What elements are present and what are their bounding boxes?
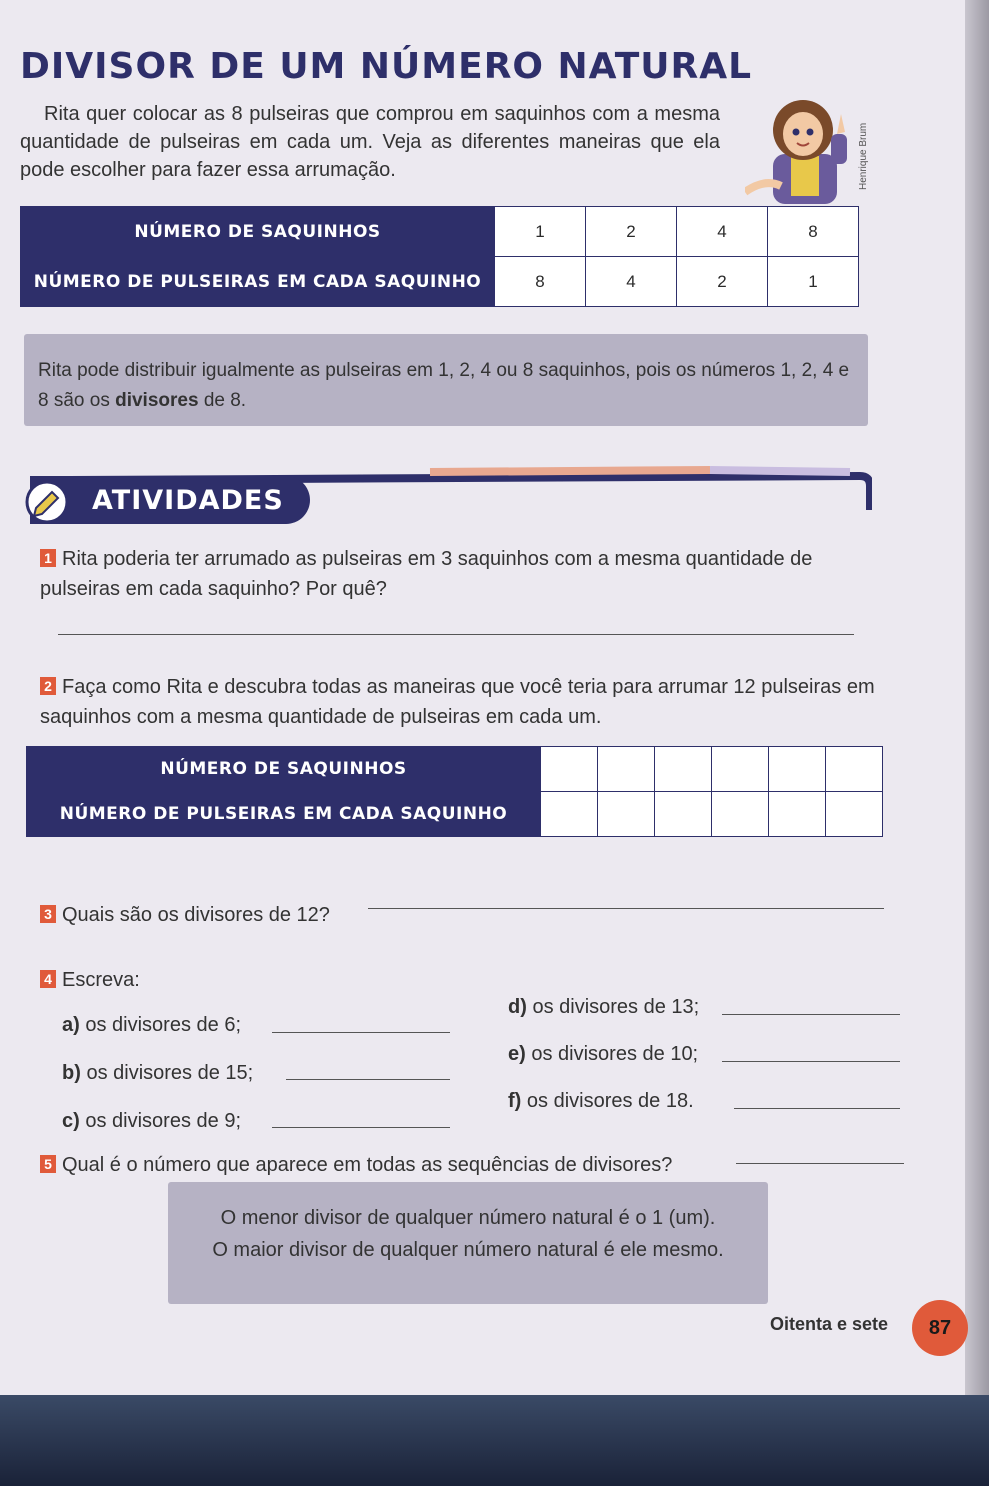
answer-cell[interactable] <box>541 792 598 837</box>
page-number-badge: 87 <box>912 1300 968 1356</box>
question-text: Qual é o número que aparece em todas as sequências de divisores? <box>62 1154 673 1176</box>
item-a <box>62 1010 241 1040</box>
question-2 <box>40 672 890 732</box>
answer-cell[interactable] <box>826 792 883 837</box>
answer-line-a[interactable] <box>272 1032 450 1033</box>
intro-paragraph <box>20 100 720 184</box>
item-text: os divisores de 15; <box>86 1062 254 1084</box>
page-number-words: Oitenta e sete <box>770 1314 889 1334</box>
item-b <box>62 1058 253 1088</box>
table-cell: 8 <box>768 207 859 257</box>
divisor-tip-box <box>168 1182 768 1304</box>
note-text: Rita pode distribuir igualmente as pulseiras em 1, 2, 4 ou 8 saquinhos, pois os números 1, 2, 4 e 8 são os <box>38 360 850 411</box>
item-c <box>62 1106 241 1136</box>
note-text-end: de 8. <box>198 390 247 411</box>
table-cell: 4 <box>586 257 677 307</box>
tip-line: O maior divisor de qualquer número natural é ele mesmo. <box>212 1239 724 1261</box>
bracelets-table <box>20 206 859 307</box>
question-3 <box>40 900 330 930</box>
question-number: 5 <box>40 1155 56 1173</box>
item-text: os divisores de 9; <box>85 1110 241 1132</box>
item-text: os divisores de 18. <box>526 1090 694 1112</box>
item-text: os divisores de 10; <box>531 1043 699 1065</box>
page-title: DIVISOR DE UM NÚMERO NATURAL <box>20 46 753 87</box>
answer-cell[interactable] <box>769 747 826 792</box>
question-number: 1 <box>40 549 56 567</box>
question-1 <box>40 544 890 604</box>
item-text: os divisores de 13; <box>532 996 700 1018</box>
answer-line-q5[interactable] <box>736 1163 904 1164</box>
answer-line-q1[interactable] <box>58 634 854 635</box>
intro-text: Rita quer colocar as 8 pulseiras que comprou em saquinhos com a mesma quantidade de pulseiras em cada um. Veja as diferentes maneiras que ela pode escolher para fazer essa arrumação. <box>20 103 720 181</box>
answer-cell[interactable] <box>598 747 655 792</box>
answer-line-b[interactable] <box>286 1079 450 1080</box>
question-number: 4 <box>40 970 56 988</box>
question-text: Quais são os divisores de 12? <box>62 904 330 926</box>
tip-line: O menor divisor de qualquer número natural é o 1 (um). <box>220 1207 716 1229</box>
question-5 <box>40 1150 672 1180</box>
table-cell: 2 <box>586 207 677 257</box>
item-text: os divisores de 6; <box>85 1014 241 1036</box>
illustration-credit: Henrique Brum <box>858 122 869 190</box>
answer-line-e[interactable] <box>722 1061 900 1062</box>
item-f <box>508 1086 694 1116</box>
answer-line-q3[interactable] <box>368 908 884 909</box>
answer-cell[interactable] <box>712 747 769 792</box>
question-text: Faça como Rita e descubra todas as maneiras que você teria para arrumar 12 pulseiras em saquinhos com a mesma quantidade de pulseiras em cada um. <box>40 676 875 728</box>
answer-cell[interactable] <box>712 792 769 837</box>
twelve-bracelets-table <box>26 746 883 837</box>
answer-cell[interactable] <box>826 747 883 792</box>
row-label-bags: NÚMERO DE SAQUINHOS <box>27 747 541 792</box>
item-d <box>508 992 699 1022</box>
answer-cell[interactable] <box>598 792 655 837</box>
background-surface <box>0 1395 989 1486</box>
table-cell: 1 <box>768 257 859 307</box>
table-cell: 2 <box>677 257 768 307</box>
question-text: Escreva: <box>62 969 140 991</box>
girl-illustration <box>745 96 863 204</box>
item-letter: c) <box>62 1110 80 1132</box>
item-letter: d) <box>508 996 527 1018</box>
question-number: 3 <box>40 905 56 923</box>
answer-line-c[interactable] <box>272 1127 450 1128</box>
question-text: Rita poderia ter arrumado as pulseiras em 3 saquinhos com a mesma quantidade de pulseiras em cada saquinho? Por quê? <box>40 548 813 600</box>
answer-line-d[interactable] <box>722 1014 900 1015</box>
row-label-bracelets-per-bag: NÚMERO DE PULSEIRAS EM CADA SAQUINHO <box>21 257 495 307</box>
table-cell: 1 <box>495 207 586 257</box>
row-label-bags: NÚMERO DE SAQUINHOS <box>21 207 495 257</box>
item-letter: f) <box>508 1090 522 1112</box>
item-letter: a) <box>62 1014 80 1036</box>
question-number: 2 <box>40 677 56 695</box>
activities-title: ATIVIDADES <box>92 485 284 516</box>
question-4 <box>40 965 140 995</box>
pencil-icon <box>22 480 72 524</box>
answer-cell[interactable] <box>541 747 598 792</box>
table-cell: 4 <box>677 207 768 257</box>
answer-line-f[interactable] <box>734 1108 900 1109</box>
table-cell: 8 <box>495 257 586 307</box>
item-e <box>508 1039 698 1069</box>
answer-cell[interactable] <box>655 792 712 837</box>
divisors-note-box <box>24 334 868 426</box>
item-letter: e) <box>508 1043 526 1065</box>
item-letter: b) <box>62 1062 81 1084</box>
note-keyword: divisores <box>115 390 199 411</box>
answer-cell[interactable] <box>769 792 826 837</box>
page-edge <box>965 0 989 1395</box>
row-label-bracelets-per-bag: NÚMERO DE PULSEIRAS EM CADA SAQUINHO <box>27 792 541 837</box>
answer-cell[interactable] <box>655 747 712 792</box>
